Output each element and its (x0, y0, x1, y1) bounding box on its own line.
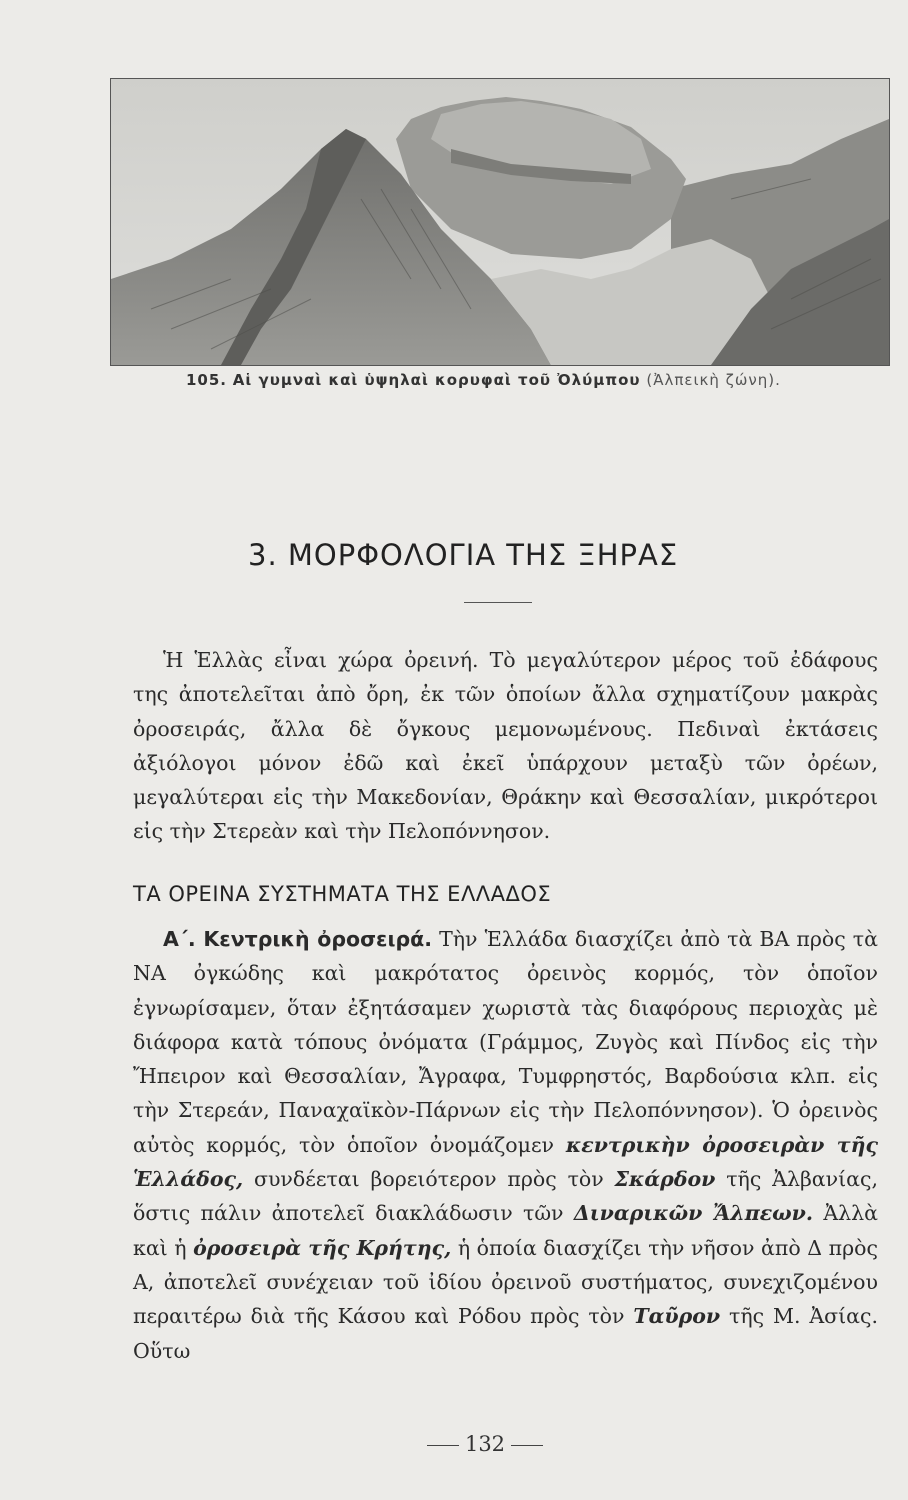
title-divider (464, 602, 532, 603)
term-tauros: Ταῦρον (633, 1304, 721, 1329)
text-segment: ἡ ὁποία διασχίζει τὴν νῆσον ἀπὸ Δ πρὸς Α, ἀποτελεῖ συνέχειαν τοῦ ἰδίου ὀρεινοῦ συστήματος, συνεχιζομένου περαιτέρω διὰ τῆς Κάσου καὶ Ρόδου πρὸς τὸν (133, 1235, 879, 1329)
figure-caption-main: Αἱ γυμναὶ καὶ ὑψηλαὶ κορυφαὶ τοῦ Ὀλύμπου (232, 371, 641, 389)
text-segment: Ἀλλὰ καὶ ἡ (133, 1201, 879, 1260)
olympus-photo (110, 78, 890, 366)
term-crete-range: ὀροσειρὰ τῆς Κρήτης, (193, 1235, 452, 1260)
figure-caption (186, 371, 866, 389)
figure-number: 105. (186, 371, 228, 389)
section-title: 3. ΜΟΡΦΟΛΟΓΙΑ ΤΗΣ ΞΗΡΑΣ (248, 538, 679, 572)
text-segment: Τὴν Ἑλλάδα διασχίζει ἀπὸ τὰ ΒΑ πρὸς τὰ ΝΑ ὀγκώδης καὶ μακρότατος ὀρεινὸς κορμός, τὸν ὁποῖον ἐγνωρίσαμεν, ὅταν ἐξητάσαμεν χωριστὰ τὰς διαφόρους περιοχὰς μὲ διάφορα κατὰ τόπους ὀνόματα (Γράμμος, Ζυγὸς καὶ Πίνδος εἰς τὴν Ἤπειρον καὶ Θεσσαλίαν, Ἄγραφα, Τυμφρηστός, Βαρδούσια κλπ. εἰς τὴν Στερεάν, Παναχαϊκὸν-Πάρνων εἰς τὴν Πελοπόννησον). Ὁ ὀρεινὸς αὐτὸς κορμός, τὸν ὁποῖον ὀνομάζομεν (133, 927, 878, 1157)
text-segment: τῆς Μ. Ἀσίας. Οὕτω (133, 1304, 879, 1363)
subsection-title: ΤΑ ΟΡΕΙΝΑ ΣΥΣΤΗΜΑΤΑ ΤΗΣ ΕΛΛΑΔΟΣ (133, 882, 552, 906)
page-number (420, 1432, 550, 1456)
page-number-value: 132 (464, 1432, 506, 1456)
intro-paragraph: Ἡ Ἑλλὰς εἶναι χώρα ὀρεινή. Τὸ μεγαλύτερον μέρος τοῦ ἐδάφους της ἀποτελεῖται ἀπὸ ὄρη, ἐκ τῶν ὁποίων ἄλλα σχηματίζουν μακρὰς ὀροσειράς, ἄλλα δὲ ὄγκους μεμονωμένους. Πεδιναὶ ἐκτάσεις ἀξιόλογοι μόνον ἐδῶ καὶ ἐκεῖ ὑπάρχουν μεταξὺ τῶν ὀρέων, μεγαλύτεραι εἰς τὴν Μακεδονίαν, Θράκην καὶ Θεσσαλίαν, μικρότεροι εἰς τὴν Στερεὰν καὶ τὴν Πελοπόννησον. (133, 648, 878, 844)
text-segment: τῆς Ἀλβανίας, ὅστις πάλιν ἀποτελεῖ διακλάδωσιν τῶν (133, 1167, 878, 1226)
term-dinaric-alps: Διναρικῶν Ἄλπεων. (573, 1201, 814, 1226)
text-segment: συνδέεται βορειότερον πρὸς τὸν (243, 1167, 615, 1192)
mountain-landscape-image (111, 79, 889, 365)
dash-right (511, 1445, 543, 1446)
subsection-label: Α΄. Κεντρικὴ ὀροσειρά. (163, 927, 433, 951)
figure-caption-paren: (Ἀλπεικὴ ζώνη). (646, 371, 781, 389)
central-range-paragraph (133, 922, 878, 1368)
term-central-range: κεντρικὴν ὀροσειρὰν τῆς Ἑλλάδος, (133, 1132, 878, 1192)
term-skardos: Σκάρδον (614, 1167, 716, 1192)
dash-left (427, 1445, 459, 1446)
